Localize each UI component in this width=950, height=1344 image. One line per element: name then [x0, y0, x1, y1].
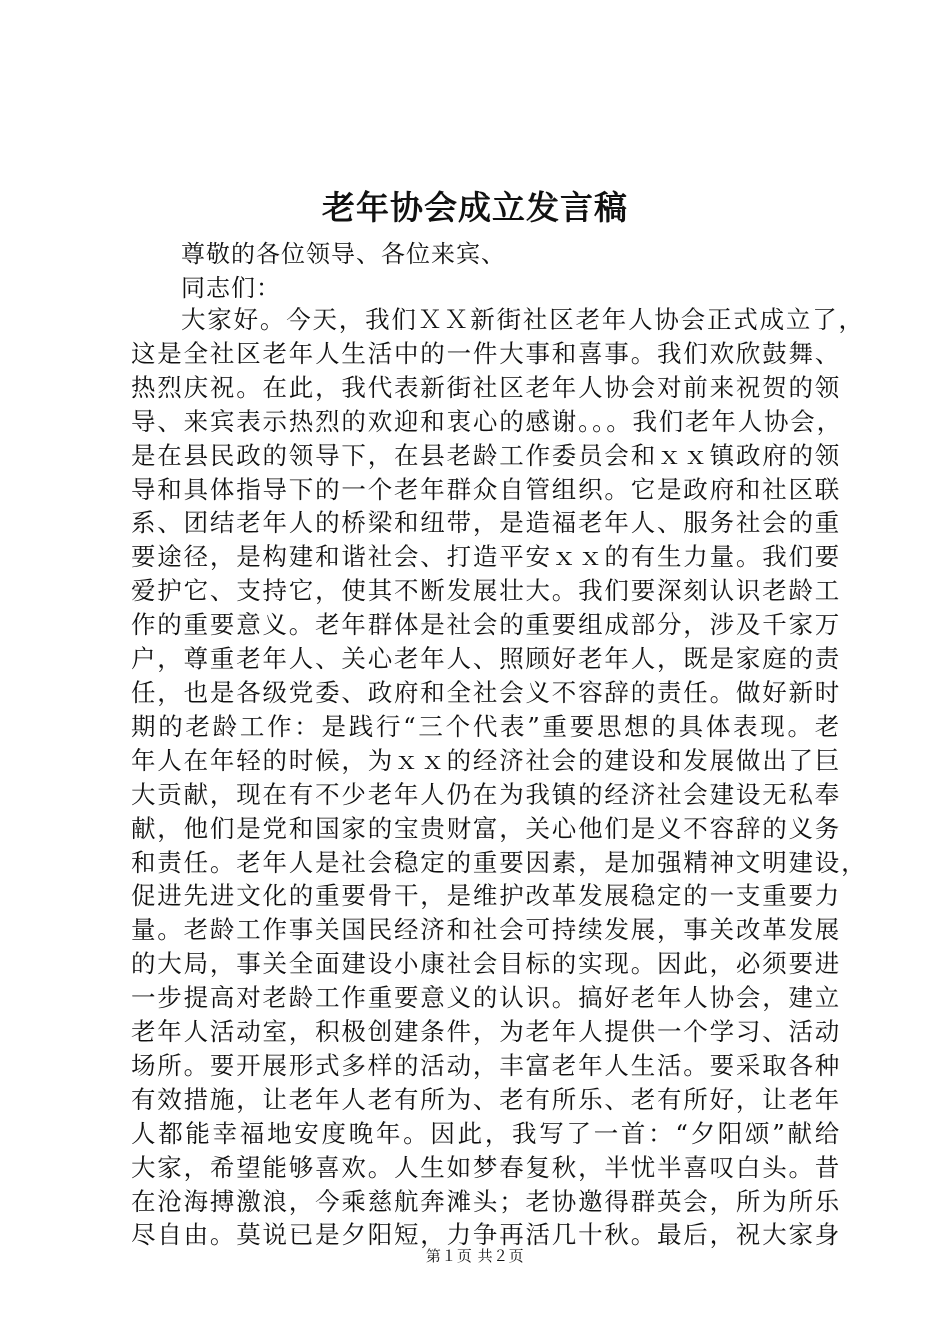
body-line: 大家好。今天，我们ＸＸ新街社区老年人协会正式成立了，	[181, 305, 865, 334]
body-line: 大贡献，现在有不少老年人仍在为我镇的经济社会建设无私奉	[131, 779, 842, 809]
body-line: 热烈庆祝。在此，我代表新街社区老年人协会对前来祝贺的领	[131, 372, 842, 402]
body-line: 量。老龄工作事关国民经济和社会可持续发展，事关改革发展	[131, 915, 842, 945]
body-line: 这是全社区老年人生活中的一件大事和喜事。我们欢欣鼓舞、	[131, 338, 842, 368]
body-line: 任，也是各级党委、政府和全社会义不容辞的责任。做好新时	[131, 677, 842, 707]
body-line: 户，尊重老年人、关心老年人、照顾好老年人，既是家庭的责	[131, 644, 842, 674]
body-line: 导和具体指导下的一个老年群众自管组织。它是政府和社区联	[131, 474, 842, 504]
body-line: 要途径，是构建和谐社会、打造平安ｘｘ的有生力量。我们要	[131, 542, 842, 572]
body-line: 一步提高对老龄工作重要意义的认识。搞好老年人协会，建立	[131, 983, 842, 1013]
body-line: 是在县民政的领导下，在县老龄工作委员会和ｘｘ镇政府的领	[131, 440, 842, 470]
document-title: 老年协会成立发言稿	[322, 188, 628, 227]
body-line: 老年人活动室，积极创建条件，为老年人提供一个学习、活动	[131, 1017, 842, 1047]
body-line: 场所。要开展形式多样的活动，丰富老年人生活。要采取各种	[131, 1050, 842, 1080]
body-line: 系、团结老年人的桥梁和纽带，是造福老年人、服务社会的重	[131, 508, 842, 538]
body-line: 作的重要意义。老年群体是社会的重要组成部分，涉及千家万	[131, 610, 842, 640]
body-line: 和责任。老年人是社会稳定的重要因素，是加强精神文明建设，	[131, 847, 868, 877]
body-line: 人都能幸福地安度晚年。因此，我写了一首：“夕阳颂”献给	[131, 1118, 841, 1148]
body-line: 年人在年轻的时候，为ｘｘ的经济社会的建设和发展做出了巨	[131, 745, 842, 775]
speech-body	[131, 303, 868, 1252]
body-line: 尽自由。莫说已是夕阳短，力争再活几十秋。最后，祝大家身	[131, 1220, 842, 1250]
body-line: 导、来宾表示热烈的欢迎和衷心的感谢。。。我们老年人协会，	[131, 406, 843, 436]
body-line: 期的老龄工作：是践行“三个代表”重要思想的具体表现。老	[131, 711, 841, 741]
body-line: 爱护它、支持它，使其不断发展壮大。我们要深刻认识老龄工	[131, 576, 842, 606]
body-line: 献，他们是党和国家的宝贵财富，关心他们是义不容辞的义务	[131, 813, 842, 843]
body-line: 的大局，事关全面建设小康社会目标的实现。因此，必须要进	[131, 949, 842, 979]
salutation-line-1: 尊敬的各位领导、各位来宾、	[181, 240, 506, 268]
body-line: 大家，希望能够喜欢。人生如梦春复秋，半忧半喜叹白头。昔	[131, 1152, 842, 1182]
salutation-line-2: 同志们：	[181, 274, 281, 302]
body-line: 有效措施，让老年人老有所为、老有所乐、老有所好，让老年	[131, 1084, 842, 1114]
page-footer: 第１页 共２页	[425, 1247, 525, 1265]
body-line: 促进先进文化的重要骨干，是维护改革发展稳定的一支重要力	[131, 881, 842, 911]
body-line: 在沧海搏激浪，今乘慈航奔滩头；老协邀得群英会，所为所乐	[131, 1186, 842, 1216]
